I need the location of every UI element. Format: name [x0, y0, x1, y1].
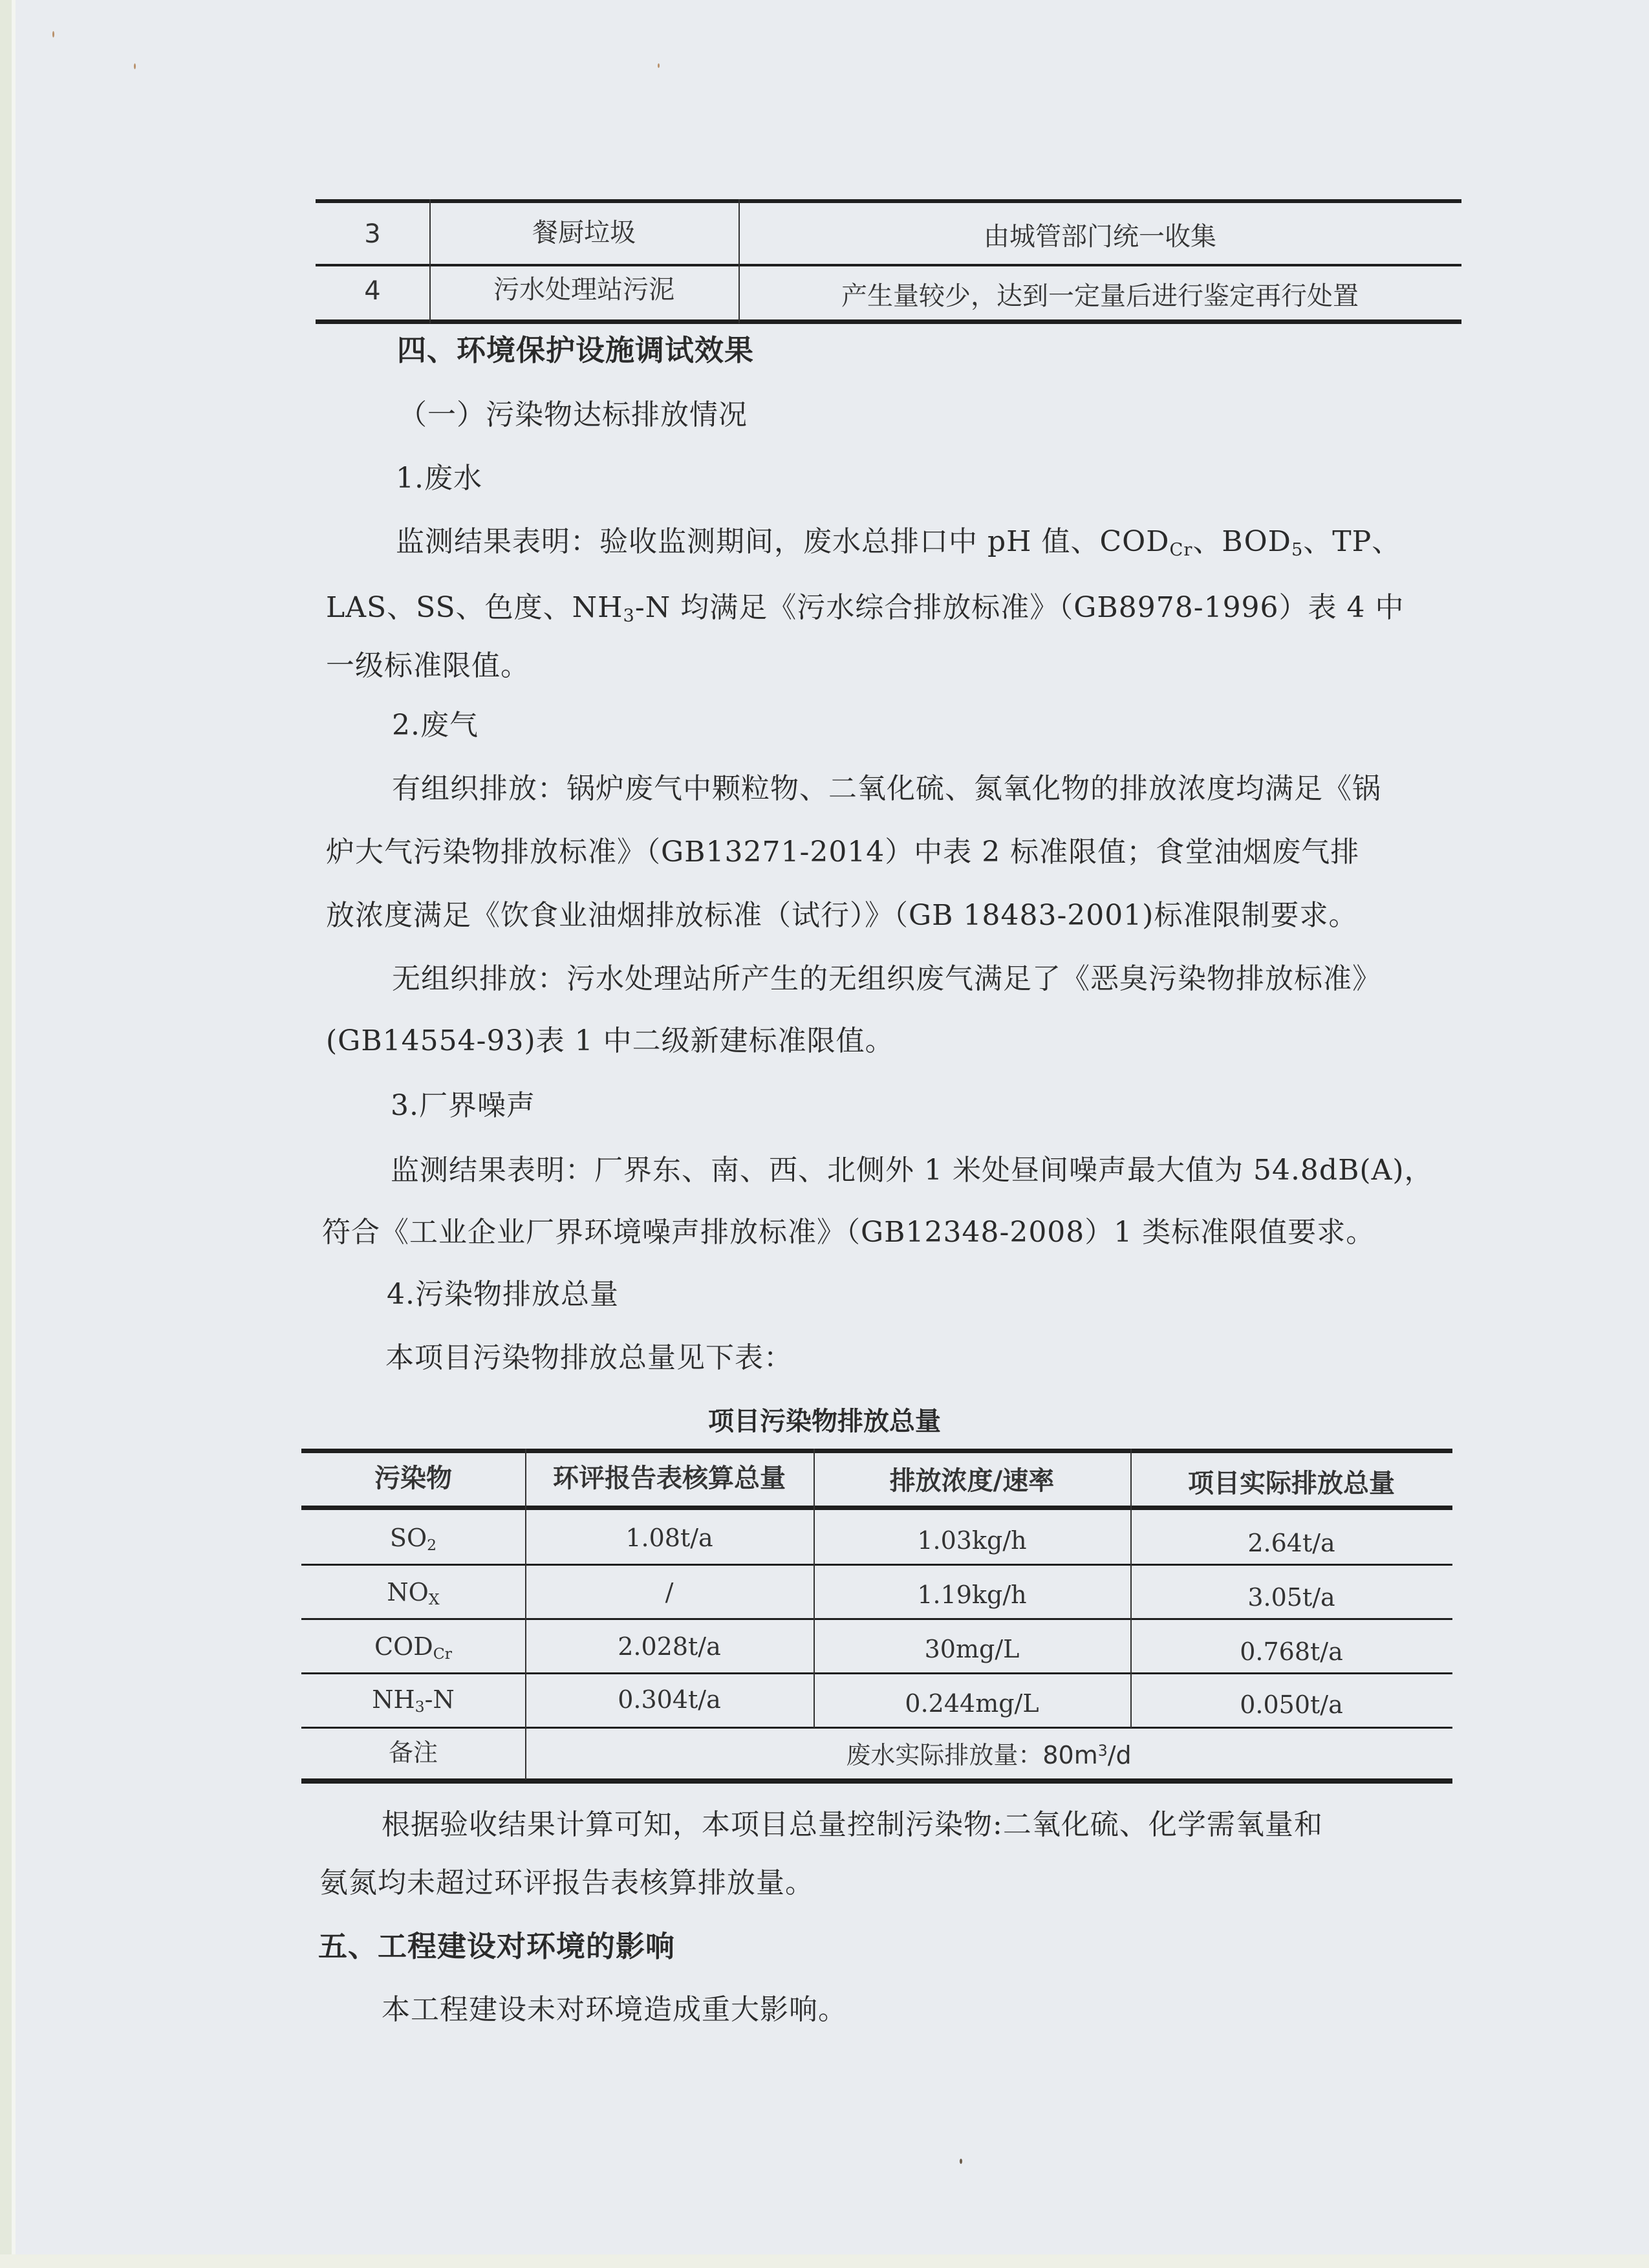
paragraph-line: 炉大气污染物排放标准》（GB13271-2014）中表 2 标准限值；食堂油烟废气排: [326, 836, 1360, 869]
actual-total: 2.64t/a: [1247, 1529, 1335, 1557]
actual-total: 0.050t/a: [1240, 1690, 1343, 1719]
paragraph-line: 根据验收结果计算可知，本项目总量控制污染物:二氧化硫、化学需氧量和: [382, 1808, 1323, 1841]
solid-waste-table: [316, 199, 1461, 323]
paragraph-line: 无组织排放：污水处理站所产生的无组织废气满足了《恶臭污染物排放标准》: [392, 962, 1381, 995]
emission-rate: 0.244mg/L: [905, 1689, 1039, 1718]
paragraph-line: 本工程建设未对环境造成重大影响。: [382, 1993, 847, 2026]
column-header: 项目实际排放总量: [1188, 1469, 1395, 1498]
scan-speck: [134, 63, 136, 69]
item-heading: 4.污染物排放总量: [387, 1278, 619, 1311]
eia-total: 1.08t/a: [625, 1524, 713, 1552]
actual-total: 3.05t/a: [1247, 1583, 1335, 1612]
waste-item: 污水处理站污泥: [493, 275, 674, 305]
waste-disposal: 由城管部门统一收集: [984, 222, 1216, 252]
eia-total: /: [665, 1578, 674, 1606]
pollutant-name: $SO_2$: [389, 1524, 437, 1554]
paragraph-line: 一级标准限值。: [326, 649, 530, 682]
paragraph-line: 氨氮均未超过环评报告表核算排放量。: [319, 1866, 814, 1899]
table-rule: [316, 319, 1461, 324]
paragraph-line: (GB14554-93)表 1 中二级新建标准限值。: [326, 1024, 894, 1057]
row-number: 3: [364, 219, 381, 249]
paragraph-line: 放浓度满足《饮食业油烟排放标准（试行）》（GB 18483-2001)标准限制要求。: [326, 899, 1358, 932]
paragraph-line: 监测结果表明：验收监测期间，废水总排口中 pH 值、$COD_{Cr}$、$BOD_5$、TP、: [396, 525, 1401, 560]
pollutant-name: $NH_3-N$: [372, 1685, 455, 1716]
item-heading: 1.废水: [396, 462, 482, 495]
section-heading: 四、环境保护设施调试效果: [397, 333, 755, 367]
remark-label: 备注: [388, 1738, 438, 1767]
subsection-heading: （一）污染物达标排放情况: [398, 398, 748, 431]
table-caption: 项目污染物排放总量: [708, 1407, 941, 1436]
table-rule: [316, 264, 1461, 266]
emission-rate: 30mg/L: [924, 1635, 1020, 1663]
emission-rate: 1.03kg/h: [917, 1526, 1027, 1555]
column-header: 污染物: [374, 1463, 452, 1493]
eia-total: 2.028t/a: [618, 1632, 721, 1661]
section-heading: 五、工程建设对环境的影响: [318, 1929, 676, 1963]
column-header: 排放浓度/速率: [889, 1466, 1055, 1496]
paragraph-line: 监测结果表明：厂界东、南、西、北侧外 1 米处昼间噪声最大值为 54.8dB(A)，: [391, 1154, 1434, 1187]
column-header: 环评报告表核算总量: [553, 1463, 786, 1493]
row-number: 4: [364, 276, 381, 306]
paragraph-line: 有组织排放：锅炉废气中颗粒物、二氧化硫、氮氧化物的排放浓度均满足《锅: [392, 772, 1381, 805]
remark-text: 废水实际排放量：$80m^3/d$: [846, 1741, 1132, 1769]
actual-total: 0.768t/a: [1240, 1637, 1343, 1666]
emission-rate: 1.19kg/h: [917, 1581, 1027, 1609]
paragraph-line: LAS、SS、色度、$NH_3-N$ 均满足《污水综合排放标准》（GB8978-1996）表 4 中: [326, 591, 1405, 626]
table-rule: [316, 199, 1461, 203]
item-heading: 3.厂界噪声: [391, 1089, 535, 1122]
scan-speck: [960, 2159, 962, 2164]
emissions-table: [301, 1449, 1452, 1785]
paragraph-line: 符合《工业企业厂界环境噪声排放标准》（GB12348-2008）1 类标准限值要求。: [322, 1216, 1375, 1249]
paragraph-line: 本项目污染物排放总量见下表：: [385, 1341, 793, 1374]
pollutant-name: $NO_X$: [387, 1578, 440, 1608]
waste-disposal: 产生量较少，达到一定量后进行鉴定再行处置: [841, 281, 1359, 311]
waste-item: 餐厨垃圾: [532, 218, 636, 248]
item-heading: 2.废气: [392, 709, 479, 742]
scan-speck: [52, 31, 54, 38]
pollutant-name: $COD_{Cr}$: [374, 1632, 452, 1663]
scan-speck: [658, 63, 660, 68]
eia-total: 0.304t/a: [618, 1685, 721, 1714]
